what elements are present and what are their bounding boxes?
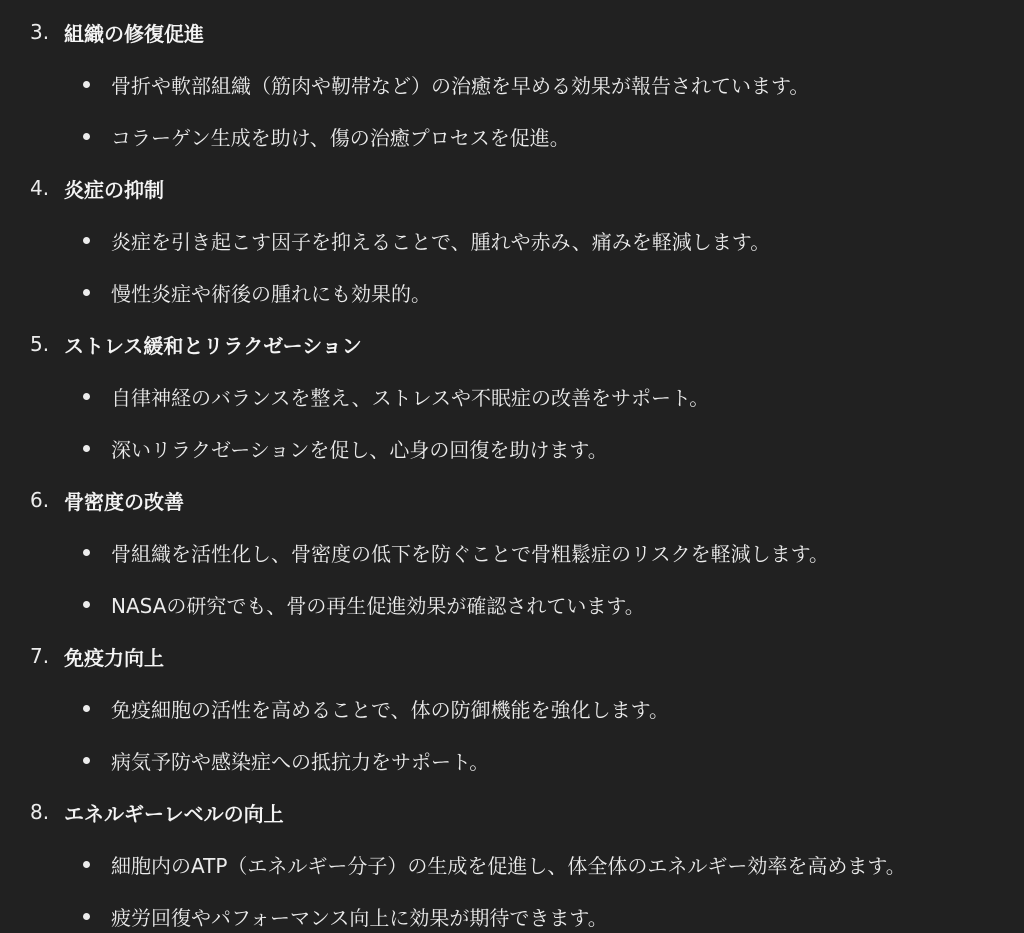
list-item-text: 慢性炎症や術後の腫れにも効果的。: [111, 281, 431, 306]
bullet-list: [0, 223, 1024, 309]
section-heading: [0, 171, 1024, 205]
bullet-dot-icon: [83, 237, 90, 244]
section-title: エネルギーレベルの向上: [64, 801, 284, 826]
list-item: [0, 379, 1024, 413]
section-title: 免疫力向上: [64, 645, 164, 670]
section-heading: [0, 795, 1024, 829]
section-title: 炎症の抑制: [64, 177, 164, 202]
list-section: [0, 795, 1024, 933]
bullet-dot-icon: [83, 861, 90, 868]
list-section: [0, 15, 1024, 153]
list-section: [0, 327, 1024, 465]
list-item-text: 免疫細胞の活性を高めることで、体の防御機能を強化します。: [111, 697, 669, 722]
section-heading: [0, 483, 1024, 517]
bullet-list: [0, 691, 1024, 777]
list-item: [0, 587, 1024, 621]
bullet-list: [0, 535, 1024, 621]
list-item-text: 炎症を引き起こす因子を抑えることで、腫れや赤み、痛みを軽減します。: [111, 229, 771, 254]
list-item-text: 細胞内のATP（エネルギー分子）の生成を促進し、体全体のエネルギー効率を高めます。: [111, 853, 906, 878]
bullet-dot-icon: [83, 705, 90, 712]
list-item-text: 深いリラクゼーションを促し、心身の回復を助けます。: [111, 437, 608, 462]
list-item: [0, 743, 1024, 777]
section-number: 5.: [30, 332, 50, 356]
section-number: 4.: [30, 176, 50, 200]
list-item: [0, 223, 1024, 257]
list-item: [0, 899, 1024, 933]
bullet-dot-icon: [83, 549, 90, 556]
bullet-dot-icon: [83, 601, 90, 608]
list-item-text: 病気予防や感染症への抵抗力をサポート。: [111, 749, 490, 774]
list-section: [0, 639, 1024, 777]
bullet-dot-icon: [83, 757, 90, 764]
bullet-list: [0, 379, 1024, 465]
section-number: 6.: [30, 488, 50, 512]
section-heading: [0, 327, 1024, 361]
bullet-dot-icon: [83, 913, 90, 920]
bullet-dot-icon: [83, 393, 90, 400]
section-title: 組織の修復促進: [64, 21, 204, 46]
list-item: [0, 67, 1024, 101]
bullet-dot-icon: [83, 81, 90, 88]
section-number: 3.: [30, 20, 50, 44]
list-item: [0, 691, 1024, 725]
bullet-list: [0, 67, 1024, 153]
list-item-text: 骨折や軟部組織（筋肉や靭帯など）の治癒を早める効果が報告されています。: [111, 73, 810, 98]
list-section: [0, 483, 1024, 621]
section-heading: [0, 639, 1024, 673]
list-item: [0, 431, 1024, 465]
section-title: ストレス緩和とリラクゼーション: [64, 333, 362, 358]
list-item-text: 自律神経のバランスを整え、ストレスや不眠症の改善をサポート。: [111, 385, 710, 410]
bullet-dot-icon: [83, 289, 90, 296]
section-number: 7.: [30, 644, 50, 668]
section-number: 8.: [30, 800, 50, 824]
list-item-text: 疲労回復やパフォーマンス向上に効果が期待できます。: [111, 905, 608, 930]
bullet-dot-icon: [83, 133, 90, 140]
list-item: [0, 119, 1024, 153]
list-item: [0, 847, 1024, 881]
section-title: 骨密度の改善: [64, 489, 184, 514]
list-item-text: 骨組織を活性化し、骨密度の低下を防ぐことで骨粗鬆症のリスクを軽減します。: [111, 541, 829, 566]
list-item: [0, 535, 1024, 569]
section-heading: [0, 15, 1024, 49]
list-section: [0, 171, 1024, 309]
list-item-text: NASAの研究でも、骨の再生促進効果が確認されています。: [111, 593, 645, 618]
bullet-list: [0, 847, 1024, 933]
list-item: [0, 275, 1024, 309]
bullet-dot-icon: [83, 445, 90, 452]
list-item-text: コラーゲン生成を助け、傷の治癒プロセスを促進。: [111, 125, 570, 150]
